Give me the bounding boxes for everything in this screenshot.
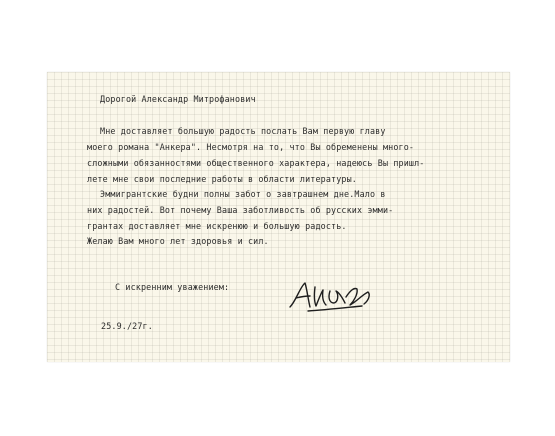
letter-line: лете мне свои последние работы в области литературы. bbox=[87, 174, 357, 184]
letter-line: Желаю Вам много лет здоровья и сил. bbox=[87, 236, 269, 246]
closing: С искренним уважением: bbox=[115, 282, 230, 292]
salutation: Дорогой Александр Митрофанович bbox=[100, 94, 256, 104]
letter-sheet bbox=[47, 72, 510, 362]
letter-line: сложными обязанностями общественного характера, надеюсь Вы пришл- bbox=[87, 158, 425, 168]
letter-line: них радостей. Вот почему Ваша заботливость об русских эмми- bbox=[87, 205, 394, 215]
handwritten-signature bbox=[288, 277, 376, 317]
letter-line: Эммигрантские будни полны забот о завтрашнем дне.Мало в bbox=[100, 189, 386, 199]
letter-line: Мне доставляет большую радость послать Вам первую главу bbox=[100, 126, 386, 136]
letter-line: моего романа "Анкера". Несмотря на то, что Вы обременены много- bbox=[87, 142, 415, 152]
letter-line: грантах доставляет мне искренюю и большую радость. bbox=[87, 221, 347, 231]
date: 25.9./27г. bbox=[101, 321, 153, 331]
